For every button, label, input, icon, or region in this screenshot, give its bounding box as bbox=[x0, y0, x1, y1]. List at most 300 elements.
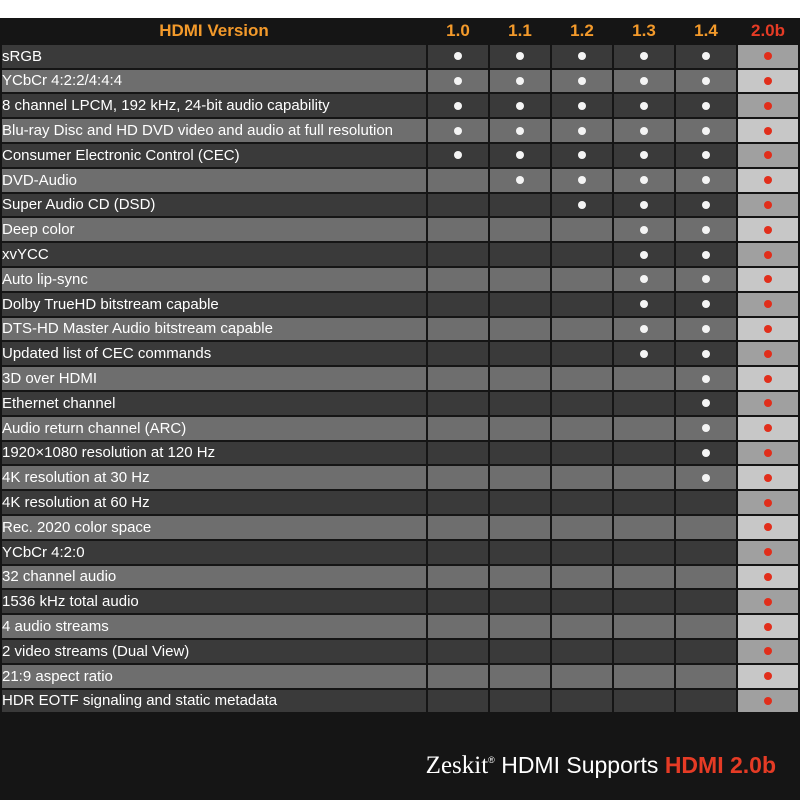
support-cell bbox=[614, 119, 674, 142]
support-cell bbox=[614, 169, 674, 192]
supported-dot-icon bbox=[702, 375, 710, 383]
support-cell bbox=[428, 640, 488, 663]
support-cell bbox=[490, 70, 550, 93]
support-cell bbox=[428, 516, 488, 539]
supported-dot-icon bbox=[764, 697, 772, 705]
registered-mark: ® bbox=[488, 755, 495, 765]
support-cell bbox=[676, 119, 736, 142]
support-cell bbox=[738, 268, 798, 291]
support-cell bbox=[614, 268, 674, 291]
support-cell bbox=[614, 491, 674, 514]
supported-dot-icon bbox=[764, 127, 772, 135]
supported-dot-icon bbox=[578, 52, 586, 60]
supported-dot-icon bbox=[764, 251, 772, 259]
support-cell bbox=[552, 45, 612, 68]
supported-dot-icon bbox=[516, 176, 524, 184]
support-cell bbox=[676, 268, 736, 291]
support-cell bbox=[614, 615, 674, 638]
supported-dot-icon bbox=[702, 176, 710, 184]
support-cell bbox=[428, 541, 488, 564]
footer-tagline bbox=[0, 728, 800, 800]
support-cell bbox=[676, 318, 736, 341]
support-cell bbox=[738, 442, 798, 465]
support-cell bbox=[738, 218, 798, 241]
support-cell bbox=[614, 293, 674, 316]
feature-row bbox=[2, 218, 798, 241]
support-cell bbox=[490, 690, 550, 713]
support-cell bbox=[490, 243, 550, 266]
support-cell bbox=[676, 541, 736, 564]
supported-dot-icon bbox=[764, 623, 772, 631]
hdmi-version-label: HDMI Version bbox=[2, 20, 426, 43]
supported-dot-icon bbox=[702, 52, 710, 60]
supported-dot-icon bbox=[640, 300, 648, 308]
support-cell bbox=[676, 392, 736, 415]
supported-dot-icon bbox=[702, 151, 710, 159]
support-cell bbox=[676, 70, 736, 93]
support-cell bbox=[428, 243, 488, 266]
support-cell bbox=[676, 516, 736, 539]
support-cell bbox=[428, 466, 488, 489]
feature-row bbox=[2, 516, 798, 539]
supported-dot-icon bbox=[516, 102, 524, 110]
support-cell bbox=[738, 367, 798, 390]
support-cell bbox=[614, 417, 674, 440]
support-cell bbox=[738, 194, 798, 217]
feature-name: 2 video streams (Dual View) bbox=[2, 640, 426, 663]
support-cell bbox=[552, 268, 612, 291]
support-cell bbox=[676, 342, 736, 365]
support-cell bbox=[614, 566, 674, 589]
support-cell bbox=[738, 590, 798, 613]
supported-dot-icon bbox=[764, 52, 772, 60]
feature-name: 4K resolution at 60 Hz bbox=[2, 491, 426, 514]
feature-row bbox=[2, 615, 798, 638]
tagline-text: HDMI Supports bbox=[494, 752, 665, 778]
support-cell bbox=[614, 342, 674, 365]
support-cell bbox=[676, 169, 736, 192]
support-cell bbox=[428, 417, 488, 440]
supported-dot-icon bbox=[764, 275, 772, 283]
support-cell bbox=[614, 45, 674, 68]
support-cell bbox=[676, 367, 736, 390]
supported-dot-icon bbox=[702, 201, 710, 209]
feature-row bbox=[2, 690, 798, 713]
support-cell bbox=[490, 442, 550, 465]
support-cell bbox=[428, 392, 488, 415]
feature-name: 32 channel audio bbox=[2, 566, 426, 589]
support-cell bbox=[490, 566, 550, 589]
supported-dot-icon bbox=[702, 275, 710, 283]
supported-dot-icon bbox=[764, 573, 772, 581]
supported-dot-icon bbox=[640, 226, 648, 234]
support-cell bbox=[428, 268, 488, 291]
supported-dot-icon bbox=[454, 127, 462, 135]
support-cell bbox=[676, 665, 736, 688]
feature-row bbox=[2, 566, 798, 589]
support-cell bbox=[490, 640, 550, 663]
supported-dot-icon bbox=[702, 449, 710, 457]
feature-name: HDR EOTF signaling and static metadata bbox=[2, 690, 426, 713]
support-cell bbox=[490, 169, 550, 192]
supported-dot-icon bbox=[702, 350, 710, 358]
support-cell bbox=[614, 392, 674, 415]
support-cell bbox=[614, 194, 674, 217]
supported-dot-icon bbox=[764, 672, 772, 680]
support-cell bbox=[428, 119, 488, 142]
supported-dot-icon bbox=[702, 127, 710, 135]
support-cell bbox=[490, 615, 550, 638]
support-cell bbox=[490, 342, 550, 365]
feature-name: 21:9 aspect ratio bbox=[2, 665, 426, 688]
supported-dot-icon bbox=[640, 127, 648, 135]
supported-dot-icon bbox=[454, 151, 462, 159]
support-cell bbox=[738, 169, 798, 192]
support-cell bbox=[676, 590, 736, 613]
supported-dot-icon bbox=[516, 127, 524, 135]
support-cell bbox=[614, 516, 674, 539]
support-cell bbox=[676, 640, 736, 663]
supported-dot-icon bbox=[764, 548, 772, 556]
support-cell bbox=[490, 367, 550, 390]
supported-dot-icon bbox=[764, 449, 772, 457]
support-cell bbox=[738, 70, 798, 93]
supported-dot-icon bbox=[764, 350, 772, 358]
supported-dot-icon bbox=[764, 77, 772, 85]
support-cell bbox=[428, 293, 488, 316]
tagline-highlight: HDMI 2.0b bbox=[664, 752, 776, 778]
feature-name: 1536 kHz total audio bbox=[2, 590, 426, 613]
support-cell bbox=[676, 615, 736, 638]
supported-dot-icon bbox=[764, 499, 772, 507]
supported-dot-icon bbox=[578, 77, 586, 85]
support-cell bbox=[490, 491, 550, 514]
supported-dot-icon bbox=[764, 300, 772, 308]
version-1-3: 1.3 bbox=[614, 20, 674, 43]
support-cell bbox=[552, 194, 612, 217]
supported-dot-icon bbox=[702, 226, 710, 234]
version-2-0b: 2.0b bbox=[738, 20, 798, 43]
support-cell bbox=[552, 566, 612, 589]
brand-name: Zeskit bbox=[425, 752, 489, 779]
support-cell bbox=[676, 442, 736, 465]
version-1-1: 1.1 bbox=[490, 20, 550, 43]
support-cell bbox=[614, 665, 674, 688]
supported-dot-icon bbox=[640, 350, 648, 358]
supported-dot-icon bbox=[454, 77, 462, 85]
supported-dot-icon bbox=[516, 52, 524, 60]
feature-name: Auto lip-sync bbox=[2, 268, 426, 291]
support-cell bbox=[428, 70, 488, 93]
support-cell bbox=[428, 665, 488, 688]
feature-row bbox=[2, 268, 798, 291]
support-cell bbox=[552, 94, 612, 117]
support-cell bbox=[428, 194, 488, 217]
support-cell bbox=[428, 218, 488, 241]
feature-row bbox=[2, 119, 798, 142]
support-cell bbox=[552, 541, 612, 564]
support-cell bbox=[676, 194, 736, 217]
supported-dot-icon bbox=[640, 176, 648, 184]
feature-row bbox=[2, 590, 798, 613]
support-cell bbox=[738, 119, 798, 142]
supported-dot-icon bbox=[516, 151, 524, 159]
feature-row bbox=[2, 392, 798, 415]
version-1-2: 1.2 bbox=[552, 20, 612, 43]
version-1-4: 1.4 bbox=[676, 20, 736, 43]
feature-row bbox=[2, 442, 798, 465]
feature-name: YCbCr 4:2:0 bbox=[2, 541, 426, 564]
support-cell bbox=[428, 94, 488, 117]
support-cell bbox=[490, 417, 550, 440]
supported-dot-icon bbox=[764, 176, 772, 184]
version-1-0: 1.0 bbox=[428, 20, 488, 43]
feature-name: 1920×1080 resolution at 120 Hz bbox=[2, 442, 426, 465]
support-cell bbox=[614, 541, 674, 564]
supported-dot-icon bbox=[578, 151, 586, 159]
feature-row bbox=[2, 318, 798, 341]
supported-dot-icon bbox=[640, 151, 648, 159]
support-cell bbox=[738, 392, 798, 415]
support-cell bbox=[738, 293, 798, 316]
feature-row bbox=[2, 640, 798, 663]
support-cell bbox=[552, 367, 612, 390]
support-cell bbox=[552, 665, 612, 688]
support-cell bbox=[676, 566, 736, 589]
support-cell bbox=[614, 466, 674, 489]
support-cell bbox=[676, 293, 736, 316]
support-cell bbox=[490, 144, 550, 167]
support-cell bbox=[614, 590, 674, 613]
supported-dot-icon bbox=[764, 226, 772, 234]
support-cell bbox=[428, 318, 488, 341]
support-cell bbox=[676, 466, 736, 489]
feature-row bbox=[2, 194, 798, 217]
feature-name: Updated list of CEC commands bbox=[2, 342, 426, 365]
supported-dot-icon bbox=[578, 201, 586, 209]
feature-row bbox=[2, 665, 798, 688]
feature-row bbox=[2, 367, 798, 390]
supported-dot-icon bbox=[702, 251, 710, 259]
support-cell bbox=[428, 45, 488, 68]
support-cell bbox=[428, 442, 488, 465]
support-cell bbox=[490, 45, 550, 68]
support-cell bbox=[552, 342, 612, 365]
feature-name: YCbCr 4:2:2/4:4:4 bbox=[2, 70, 426, 93]
supported-dot-icon bbox=[764, 201, 772, 209]
feature-name: Ethernet channel bbox=[2, 392, 426, 415]
support-cell bbox=[552, 119, 612, 142]
support-cell bbox=[490, 119, 550, 142]
support-cell bbox=[614, 218, 674, 241]
comparison-panel bbox=[0, 18, 800, 800]
support-cell bbox=[738, 665, 798, 688]
feature-name: xvYCC bbox=[2, 243, 426, 266]
support-cell bbox=[552, 417, 612, 440]
supported-dot-icon bbox=[578, 176, 586, 184]
support-cell bbox=[614, 94, 674, 117]
feature-name: 3D over HDMI bbox=[2, 367, 426, 390]
support-cell bbox=[490, 590, 550, 613]
supported-dot-icon bbox=[702, 424, 710, 432]
support-cell bbox=[428, 590, 488, 613]
support-cell bbox=[614, 70, 674, 93]
support-cell bbox=[738, 566, 798, 589]
support-cell bbox=[676, 45, 736, 68]
supported-dot-icon bbox=[764, 424, 772, 432]
feature-name: Super Audio CD (DSD) bbox=[2, 194, 426, 217]
supported-dot-icon bbox=[454, 102, 462, 110]
supported-dot-icon bbox=[764, 647, 772, 655]
feature-name: Audio return channel (ARC) bbox=[2, 417, 426, 440]
supported-dot-icon bbox=[702, 77, 710, 85]
feature-name: 4K resolution at 30 Hz bbox=[2, 466, 426, 489]
support-cell bbox=[552, 218, 612, 241]
support-cell bbox=[490, 293, 550, 316]
support-cell bbox=[552, 442, 612, 465]
support-cell bbox=[676, 94, 736, 117]
support-cell bbox=[490, 94, 550, 117]
feature-row bbox=[2, 70, 798, 93]
support-cell bbox=[552, 169, 612, 192]
feature-name: Consumer Electronic Control (CEC) bbox=[2, 144, 426, 167]
support-cell bbox=[738, 45, 798, 68]
feature-row bbox=[2, 243, 798, 266]
support-cell bbox=[490, 541, 550, 564]
feature-name: Blu-ray Disc and HD DVD video and audio at full resolution bbox=[2, 119, 426, 142]
support-cell bbox=[676, 218, 736, 241]
feature-row bbox=[2, 144, 798, 167]
supported-dot-icon bbox=[764, 598, 772, 606]
supported-dot-icon bbox=[578, 127, 586, 135]
feature-name: sRGB bbox=[2, 45, 426, 68]
support-cell bbox=[738, 640, 798, 663]
feature-name: DTS-HD Master Audio bitstream capable bbox=[2, 318, 426, 341]
supported-dot-icon bbox=[702, 300, 710, 308]
supported-dot-icon bbox=[702, 474, 710, 482]
support-cell bbox=[428, 144, 488, 167]
support-cell bbox=[552, 640, 612, 663]
feature-row bbox=[2, 417, 798, 440]
support-cell bbox=[676, 690, 736, 713]
supported-dot-icon bbox=[640, 325, 648, 333]
support-cell bbox=[738, 615, 798, 638]
feature-row bbox=[2, 491, 798, 514]
support-cell bbox=[614, 640, 674, 663]
support-cell bbox=[738, 94, 798, 117]
supported-dot-icon bbox=[640, 52, 648, 60]
supported-dot-icon bbox=[764, 399, 772, 407]
feature-name: 8 channel LPCM, 192 kHz, 24-bit audio capability bbox=[2, 94, 426, 117]
support-cell bbox=[552, 516, 612, 539]
support-cell bbox=[552, 70, 612, 93]
support-cell bbox=[552, 690, 612, 713]
support-cell bbox=[490, 516, 550, 539]
feature-row bbox=[2, 169, 798, 192]
feature-name: 4 audio streams bbox=[2, 615, 426, 638]
support-cell bbox=[428, 615, 488, 638]
feature-row bbox=[2, 94, 798, 117]
support-cell bbox=[614, 318, 674, 341]
feature-row bbox=[2, 466, 798, 489]
supported-dot-icon bbox=[516, 77, 524, 85]
feature-name: Deep color bbox=[2, 218, 426, 241]
support-cell bbox=[490, 218, 550, 241]
support-cell bbox=[552, 293, 612, 316]
supported-dot-icon bbox=[764, 325, 772, 333]
support-cell bbox=[490, 318, 550, 341]
feature-row bbox=[2, 45, 798, 68]
support-cell bbox=[614, 144, 674, 167]
supported-dot-icon bbox=[454, 52, 462, 60]
support-cell bbox=[552, 466, 612, 489]
support-cell bbox=[552, 144, 612, 167]
supported-dot-icon bbox=[640, 251, 648, 259]
support-cell bbox=[614, 690, 674, 713]
support-cell bbox=[428, 690, 488, 713]
feature-name: Dolby TrueHD bitstream capable bbox=[2, 293, 426, 316]
support-cell bbox=[738, 466, 798, 489]
support-cell bbox=[738, 417, 798, 440]
support-cell bbox=[552, 318, 612, 341]
feature-row bbox=[2, 342, 798, 365]
support-cell bbox=[490, 268, 550, 291]
support-cell bbox=[676, 491, 736, 514]
support-cell bbox=[428, 169, 488, 192]
support-cell bbox=[676, 144, 736, 167]
supported-dot-icon bbox=[702, 102, 710, 110]
support-cell bbox=[738, 516, 798, 539]
support-cell bbox=[552, 615, 612, 638]
support-cell bbox=[552, 590, 612, 613]
feature-name: DVD-Audio bbox=[2, 169, 426, 192]
supported-dot-icon bbox=[640, 201, 648, 209]
support-cell bbox=[490, 665, 550, 688]
support-cell bbox=[428, 566, 488, 589]
support-cell bbox=[490, 392, 550, 415]
support-cell bbox=[428, 342, 488, 365]
support-cell bbox=[738, 690, 798, 713]
support-cell bbox=[738, 243, 798, 266]
supported-dot-icon bbox=[764, 102, 772, 110]
support-cell bbox=[738, 318, 798, 341]
support-cell bbox=[738, 491, 798, 514]
support-cell bbox=[738, 144, 798, 167]
support-cell bbox=[490, 194, 550, 217]
supported-dot-icon bbox=[702, 325, 710, 333]
support-cell bbox=[738, 342, 798, 365]
supported-dot-icon bbox=[640, 77, 648, 85]
hdmi-feature-table bbox=[0, 18, 800, 714]
support-cell bbox=[552, 243, 612, 266]
supported-dot-icon bbox=[764, 151, 772, 159]
support-cell bbox=[614, 367, 674, 390]
supported-dot-icon bbox=[640, 275, 648, 283]
support-cell bbox=[738, 541, 798, 564]
supported-dot-icon bbox=[578, 102, 586, 110]
header-row bbox=[2, 20, 798, 43]
supported-dot-icon bbox=[702, 399, 710, 407]
support-cell bbox=[552, 392, 612, 415]
support-cell bbox=[428, 491, 488, 514]
support-cell bbox=[676, 417, 736, 440]
feature-row bbox=[2, 541, 798, 564]
support-cell bbox=[490, 466, 550, 489]
support-cell bbox=[428, 367, 488, 390]
supported-dot-icon bbox=[764, 375, 772, 383]
support-cell bbox=[614, 243, 674, 266]
support-cell bbox=[552, 491, 612, 514]
